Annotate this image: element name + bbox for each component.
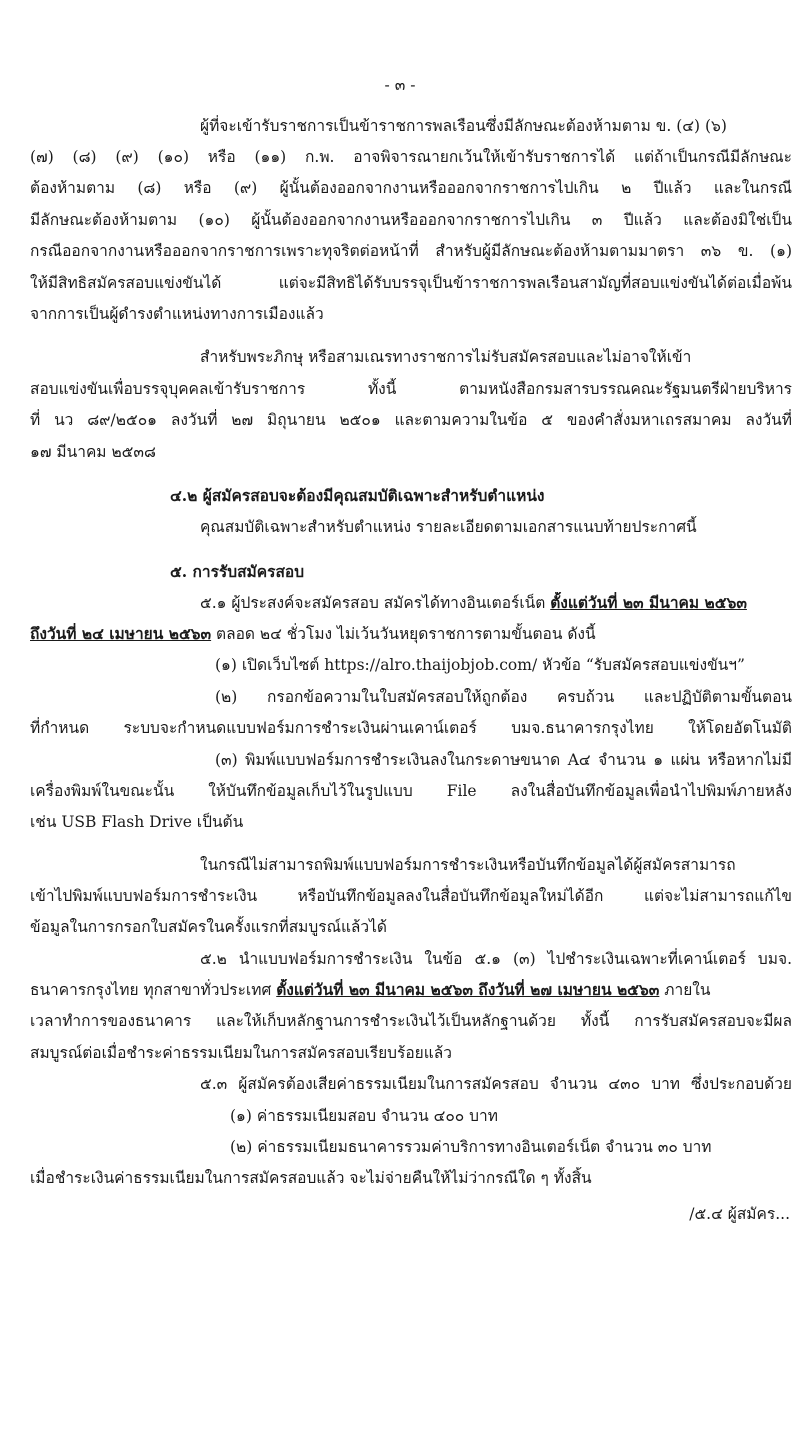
step-3-line: เช่น USB Flash Drive เป็นต้น (30, 813, 244, 831)
section-5-1-hours: ตลอด ๒๔ ชั่วโมง ไม่เว้นวันหยุดราชการตามขั้นตอน ดังนี้ (211, 625, 596, 643)
note-line: ข้อมูลในการกรอกใบสมัครในครั้งแรกที่สมบูรณ์แล้วได้ (30, 918, 387, 936)
para1-line: ให้มีสิทธิสมัครสอบแข่งขันได้ แต่จะมีสิทธิได้รับบรรจุเป็นข้าราชการพลเรือนสามัญที่สอบแข่งขันได้ต่อเมื่อพ้น (30, 274, 792, 292)
step-2-line: ที่กำหนด ระบบจะกำหนดแบบฟอร์มการชำระเงินผ่านเคาน์เตอร์ บมจ.ธนาคารกรุงไทย ให้โดยอัตโนมัติ (30, 719, 792, 737)
section-5-1-line2 (30, 623, 792, 645)
step-3-line: (๓) พิมพ์แบบฟอร์มการชำระเงินลงในกระดาษขนาด A๔ จำนวน ๑ แผ่น หรือหากไม่มี (215, 751, 792, 769)
para1-line: มีลักษณะต้องห้ามตาม (๑๐) ผู้นั้นต้องออกจากงานหรือออกจากราชการไปเกิน ๓ ปีแล้ว และต้องมิใช่เป็น (30, 211, 792, 229)
section-5-1-end-date: ถึงวันที่ ๒๔ เมษายน ๒๕๖๓ (30, 624, 212, 643)
section-5-2-line: ๕.๒ นำแบบฟอร์มการชำระเงิน ในข้อ ๕.๑ (๓) ไปชำระเงินเฉพาะที่เคาน์เตอร์ บมจ. (200, 950, 792, 968)
fee-item: (๑) ค่าธรรมเนียมสอบ จำนวน ๔๐๐ บาท (230, 1107, 498, 1125)
section-5-2-line: สมบูรณ์ต่อเมื่อชำระค่าธรรมเนียมในการสมัครสอบเรียบร้อยแล้ว (30, 1044, 452, 1062)
section-5-3-line: ๕.๓ ผู้สมัครต้องเสียค่าธรรมเนียมในการสมัครสอบ จำนวน ๔๓๐ บาท ซึ่งประกอบด้วย (200, 1075, 792, 1093)
step-1: (๑) เปิดเว็บไซต์ https://alro.thaijobjob.com/ หัวข้อ “รับสมัครสอบแข่งขันฯ” (215, 656, 745, 674)
section-4-2-body: คุณสมบัติเฉพาะสำหรับตำแหน่ง รายละเอียดตามเอกสารแนบท้ายประกาศนี้ (200, 518, 697, 536)
para2-line: ที่ นว ๘๙/๒๕๐๑ ลงวันที่ ๒๗ มิถุนายน ๒๕๐๑ และตามความในข้อ ๕ ของคำสั่งมหาเถรสมาคม ลงวันที่ (30, 411, 792, 429)
section-5-3-line: เมื่อชำระเงินค่าธรรมเนียมในการสมัครสอบแล้ว จะไม่จ่ายคืนให้ไม่ว่ากรณีใด ๆ ทั้งสิ้น (30, 1169, 592, 1187)
para2-line: ๑๗ มีนาคม ๒๕๓๘ (30, 443, 156, 461)
section-5-2-within: ภายใน (659, 981, 711, 999)
para2-line: สำหรับพระภิกษุ หรือสามเณรทางราชการไม่รับสมัครสอบและไม่อาจให้เข้า (200, 348, 692, 366)
step-2-line: (๒) กรอกข้อความในใบสมัครสอบให้ถูกต้อง ครบถ้วน และปฏิบัติตามขั้นตอน (215, 688, 792, 706)
section-5-2-dates: ตั้งแต่วันที่ ๒๓ มีนาคม ๒๕๖๓ ถึงวันที่ ๒๗ เมษายน ๒๕๖๓ (276, 980, 660, 999)
section-4-2-title: ๔.๒ ผู้สมัครสอบจะต้องมีคุณสมบัติเฉพาะสำหรับตำแหน่ง (170, 486, 545, 505)
section-5-title: ๕. การรับสมัครสอบ (170, 562, 305, 581)
section-5-2-line (30, 979, 792, 1001)
section-5-2-bank: ธนาคารกรุงไทย ทุกสาขาทั่วประเทศ (30, 981, 277, 999)
page-number: - ๓ - (384, 76, 416, 94)
para1-line: กรณีออกจากงานหรือออกจากราชการเพราะทุจริตต่อหน้าที่ สำหรับผู้มีลักษณะต้องห้ามตามมาตรา ๓๖ ข. (๑) (30, 242, 792, 260)
para1-line: (๗) (๘) (๙) (๑๐) หรือ (๑๑) ก.พ. อาจพิจารณายกเว้นให้เข้ารับราชการได้ แต่ถ้าเป็นกรณีมีลักษณะ (30, 148, 792, 166)
para1-line: ต้องห้ามตาม (๘) หรือ (๙) ผู้นั้นต้องออกจากงานหรือออกจากราชการไปเกิน ๒ ปีแล้ว และในกรณี (30, 179, 792, 197)
section-5-1-line1 (200, 592, 792, 614)
note-line: เข้าไปพิมพ์แบบฟอร์มการชำระเงิน หรือบันทึกข้อมูลลงในสื่อบันทึกข้อมูลใหม่ได้อีก แต่จะไม่สามารถแก้ไข (30, 887, 792, 905)
section-5-1-intro: ๕.๑ ผู้ประสงค์จะสมัครสอบ สมัครได้ทางอินเตอร์เน็ต (200, 594, 551, 612)
para1-line: ผู้ที่จะเข้ารับราชการเป็นข้าราชการพลเรือนซึ่งมีลักษณะต้องห้ามตาม ข. (๔) (๖) (200, 117, 727, 135)
section-5-2-line: เวลาทำการของธนาคาร และให้เก็บหลักฐานการชำระเงินไว้เป็นหลักฐานด้วย ทั้งนี้ การรับสมัครสอบจะมีผล (30, 1012, 792, 1030)
step-3-line: เครื่องพิมพ์ในขณะนั้น ให้บันทึกข้อมูลเก็บไว้ในรูปแบบ File ลงในสื่อบันทึกข้อมูลเพื่อนำไปพิมพ์ภายหลัง (30, 782, 792, 800)
fee-item: (๒) ค่าธรรมเนียมธนาคารรวมค่าบริการทางอินเตอร์เน็ต จำนวน ๓๐ บาท (230, 1138, 712, 1156)
para2-line: สอบแข่งขันเพื่อบรรจุบุคคลเข้ารับราชการ ทั้งนี้ ตามหนังสือกรมสารบรรณคณะรัฐมนตรีฝ่ายบริหาร (30, 380, 792, 398)
continuation-marker: /๕.๔ ผู้สมัคร... (689, 1205, 790, 1223)
section-5-1-start-date: ตั้งแต่วันที่ ๒๓ มีนาคม ๒๕๖๓ (550, 593, 747, 612)
note-line: ในกรณีไม่สามารถพิมพ์แบบฟอร์มการชำระเงินหรือบันทึกข้อมูลได้ผู้สมัครสามารถ (200, 856, 736, 874)
para1-line: จากการเป็นผู้ดำรงตำแหน่งทางการเมืองแล้ว (30, 305, 324, 323)
